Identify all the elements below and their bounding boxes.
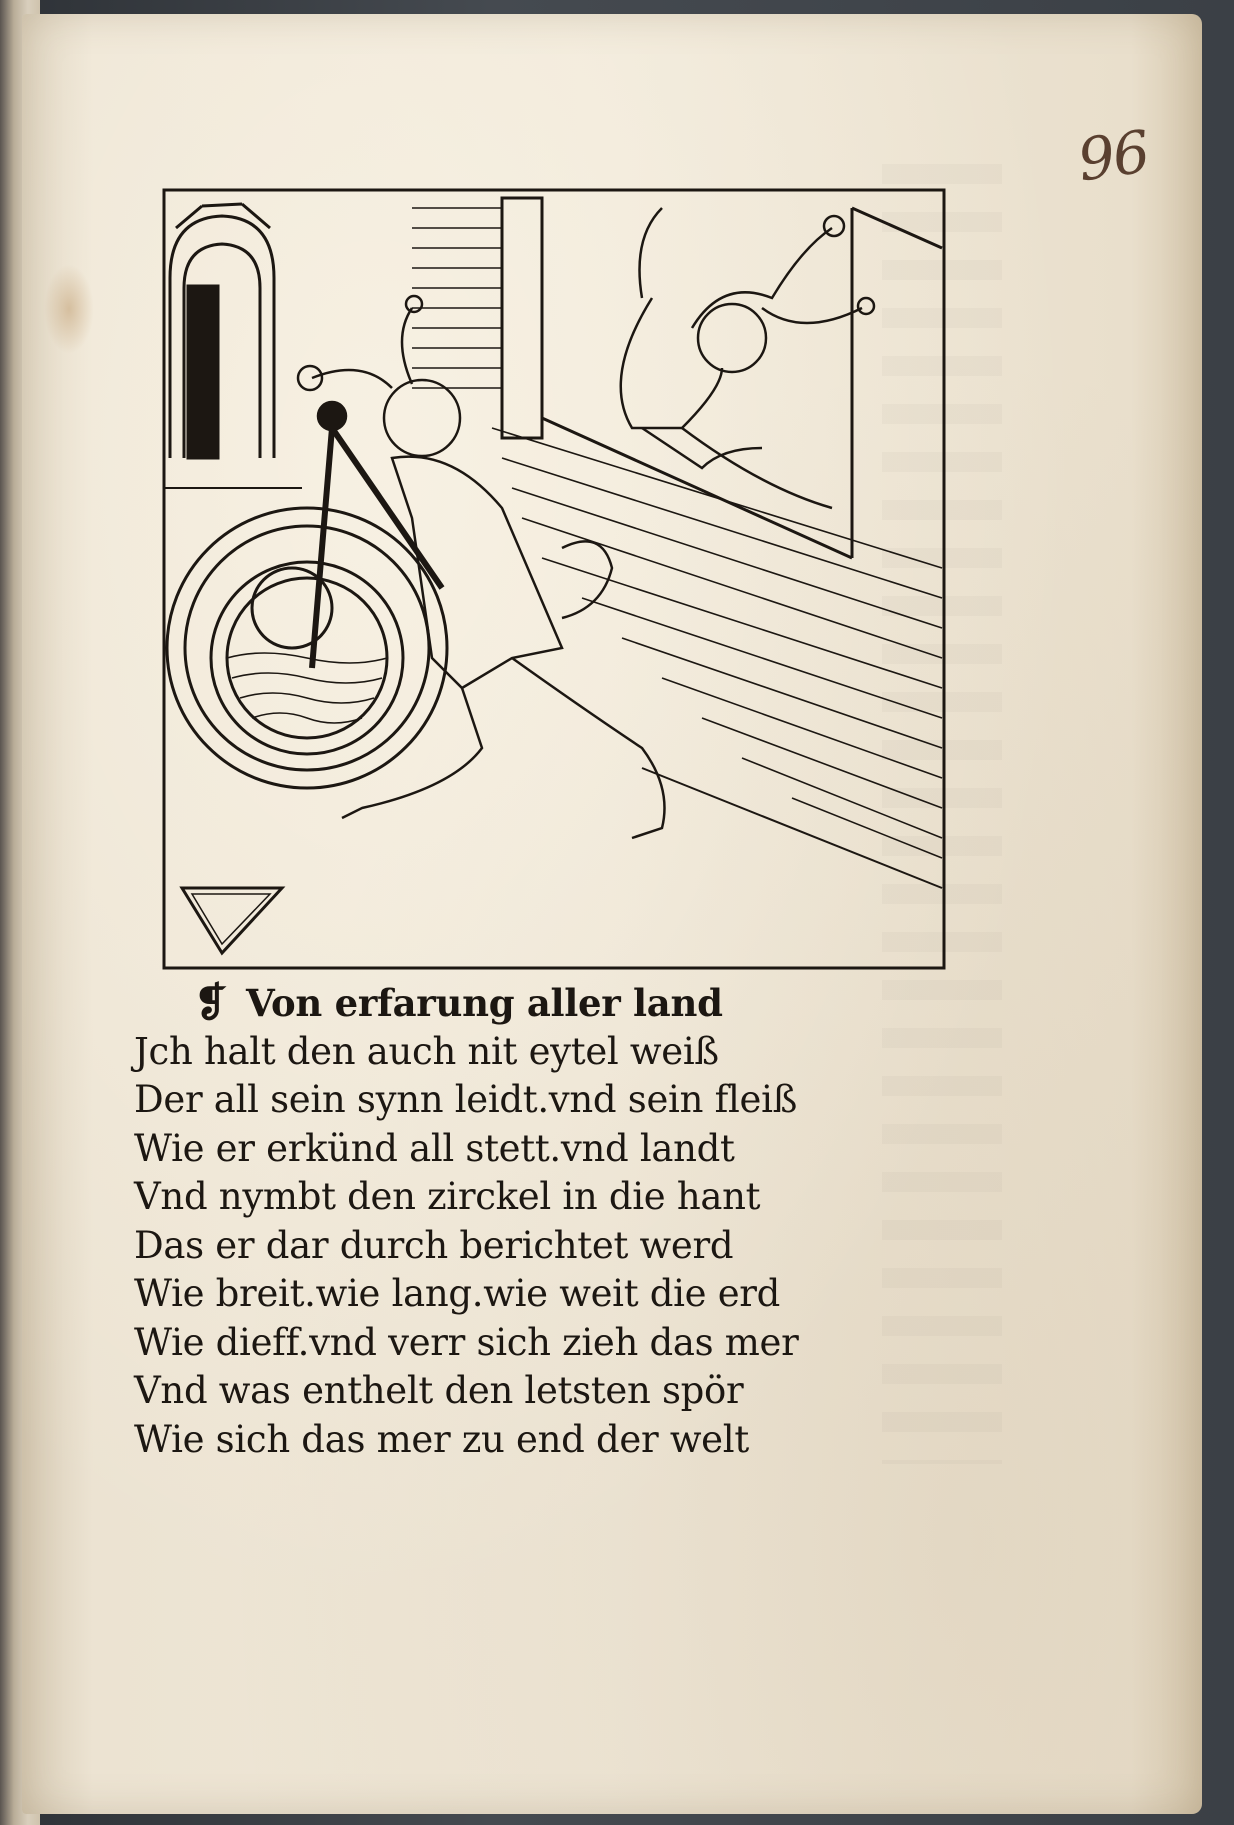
- triangle-drawing: [182, 888, 282, 953]
- woodcut-image: [162, 188, 946, 970]
- fool-with-compass: [298, 296, 665, 838]
- verse-line: Vnd was enthelt den letsten spör: [134, 1369, 744, 1412]
- verse-line: Der all sein synn leidt.vnd sein fleiß: [134, 1078, 798, 1121]
- fool-in-window: [621, 208, 874, 508]
- verse-line: Das er dar durch berichtet werd: [134, 1223, 734, 1267]
- globe-drawing: [167, 508, 447, 788]
- verse-line: Wie dieff.vnd verr sich zieh das mer: [134, 1320, 799, 1364]
- verse-line: Wie er erkünd all stett.vnd landt: [134, 1126, 735, 1170]
- heading-mark: ❡: [194, 979, 228, 1026]
- book-page: [22, 14, 1202, 1814]
- verse-line: Vnd nymbt den zirckel in die hant: [134, 1175, 761, 1218]
- window-drawing: [502, 198, 942, 558]
- verse-heading-text: Von erfarung aller land: [246, 981, 723, 1025]
- verse-line: Wie sich das mer zu end der welt: [134, 1417, 749, 1461]
- doorway-drawing: [170, 204, 274, 458]
- wall-hatching: [412, 208, 942, 858]
- paper-stain: [44, 264, 94, 354]
- verse-line: Jch halt den auch nit eytel weiß: [134, 1029, 719, 1073]
- verse-heading: [134, 979, 894, 1028]
- verse-line: Wie breit.wie lang.wie weit die erd: [134, 1272, 781, 1315]
- verse-block: [134, 979, 894, 1464]
- woodcut-illustration: [162, 188, 946, 970]
- folio-number: 96: [1073, 117, 1153, 195]
